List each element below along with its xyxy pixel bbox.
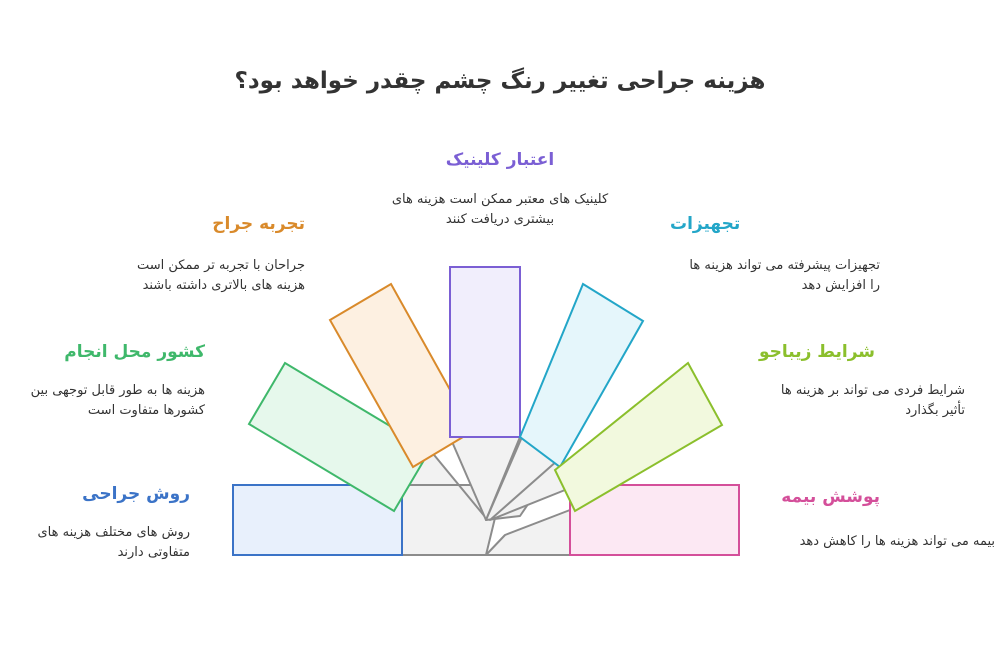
country-description-line: هزینه ها به طور قابل توجهی بین: [30, 383, 205, 398]
country-description: [5, 381, 205, 421]
clinic-description-line: کلینیک های معتبر ممکن است هزینه های: [391, 192, 609, 207]
method-description-line: روش های مختلف هزینه های: [37, 525, 190, 540]
country-heading: کشور محل انجام: [64, 342, 205, 362]
condition-description-line: تأثیر بگذارد: [905, 403, 965, 418]
method-heading: روش جراحی: [82, 484, 190, 504]
surgeon-description-line: هزینه های بالاتری داشته باشند: [142, 278, 305, 293]
method-description: [10, 523, 190, 563]
equipment-description-line: را افزایش دهد: [801, 278, 880, 293]
clinic-heading: اعتبار کلینیک: [445, 150, 555, 170]
method-description-line: متفاوتی دارند: [117, 545, 190, 560]
insurance-description-line: بیمه می تواند هزینه ها را کاهش دهد: [799, 534, 995, 549]
blade-clinic: [450, 267, 520, 437]
clinic-description-line: بیشتری دریافت کنند: [445, 212, 555, 227]
insurance-description: [780, 532, 995, 552]
insurance-heading: پوشش بیمه: [781, 487, 880, 507]
country-description-line: کشورها متفاوت است: [87, 403, 205, 418]
equipment-description-line: تجهیزات پیشرفته می تواند هزینه ها: [689, 258, 880, 273]
equipment-heading: تجهیزات: [670, 214, 741, 234]
surgeon-description: [105, 256, 305, 296]
condition-description: [740, 381, 965, 421]
condition-description-line: شرایط فردی می تواند بر هزینه ها: [780, 383, 965, 398]
surgeon-heading: تجربه جراح: [212, 214, 305, 234]
page-title: هزینه جراحی تغییر رنگ چشم چقدر خواهد بود؟: [234, 68, 766, 94]
clinic-description: [355, 190, 645, 230]
surgeon-description-line: جراحان با تجربه تر ممکن است: [137, 258, 305, 273]
equipment-description: [670, 256, 880, 296]
condition-heading: شرایط زیباجو: [758, 342, 875, 362]
